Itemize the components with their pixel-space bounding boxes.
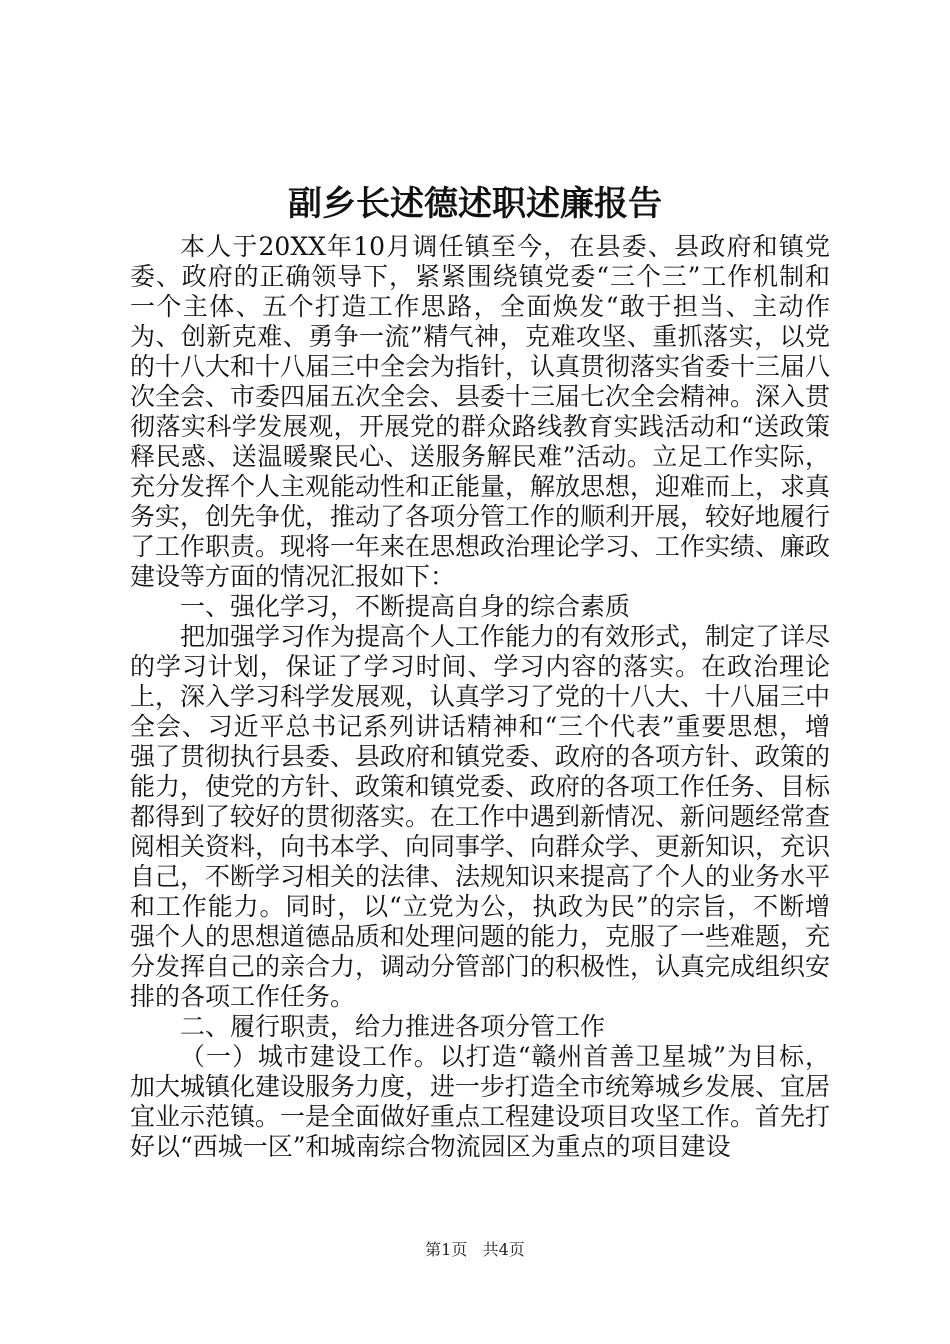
document-title: 副乡长述德述职述廉报告	[288, 184, 662, 224]
section-heading-2: 二、履行职责，给力推进各项分管工作	[180, 1012, 606, 1041]
section-heading-1: 一、强化学习，不断提高自身的综合素质	[180, 592, 631, 621]
document-body	[130, 232, 830, 1162]
intro-paragraph: 本人于20XX年10月调任镇至今，在县委、县政府和镇党委、政府的正确领导下，紧紧围绕镇党委“三个三”工作机制和一个主体、五个打造工作思路，全面焕发“敢于担当、主动作为、创新克难、勇争一流”精气神，克难攻坚、重抓落实，以党的十八大和十八届三中全会为指针，认真贯彻落实省委十三届八次全会、市委四届五次全会、县委十三届七次全会精神。深入贯彻落实科学发展观，开展党的群众路线教育实践活动和“送政策释民惑、送温暖聚民心、送服务解民难”活动。立足工作实际，充分发挥个人主观能动性和正能量，解放思想，迎难而上，求真务实，创先争优，推动了各项分管工作的顺利开展，较好地履行了工作职责。现将一年来在思想政治理论学习、工作实绩、廉政建设等方面的情况汇报如下：	[130, 232, 831, 591]
city-construction-paragraph: （一）城市建设工作。以打造“赣州首善卫星城”为目标，加大城镇化建设服务力度，进一步打造全市统筹城乡发展、宜居宜业示范镇。一是全面做好重点工程建设项目攻坚工作。首先打好以“西城一区”和城南综合物流园区为重点的项目建设	[130, 1042, 831, 1161]
page-total: 共4页	[482, 1240, 525, 1259]
page-footer	[0, 1240, 950, 1260]
page-number: 第1页	[425, 1240, 468, 1259]
study-paragraph: 把加强学习作为提高个人工作能力的有效形式，制定了详尽的学习计划，保证了学习时间、学习内容的落实。在政治理论上，深入学习科学发展观，认真学习了党的十八大、十八届三中全会、习近平总书记系列讲话精神和“三个代表”重要思想，增强了贯彻执行县委、县政府和镇党委、政府的各项方针、政策的能力，使党的方针、政策和镇党委、政府的各项工作任务、目标都得到了较好的贯彻落实。在工作中遇到新情况、新问题经常查阅相关资料，向书本学、向同事学、向群众学、更新知识，充识自己，不断学习相关的法律、法规知识来提高了个人的业务水平和工作能力。同时，以“立党为公，执政为民”的宗旨，不断增强个人的思想道德品质和处理问题的能力，克服了一些难题，充分发挥自己的亲合力，调动分管部门的积极性，认真完成组织安排的各项工作任务。	[130, 622, 831, 1011]
